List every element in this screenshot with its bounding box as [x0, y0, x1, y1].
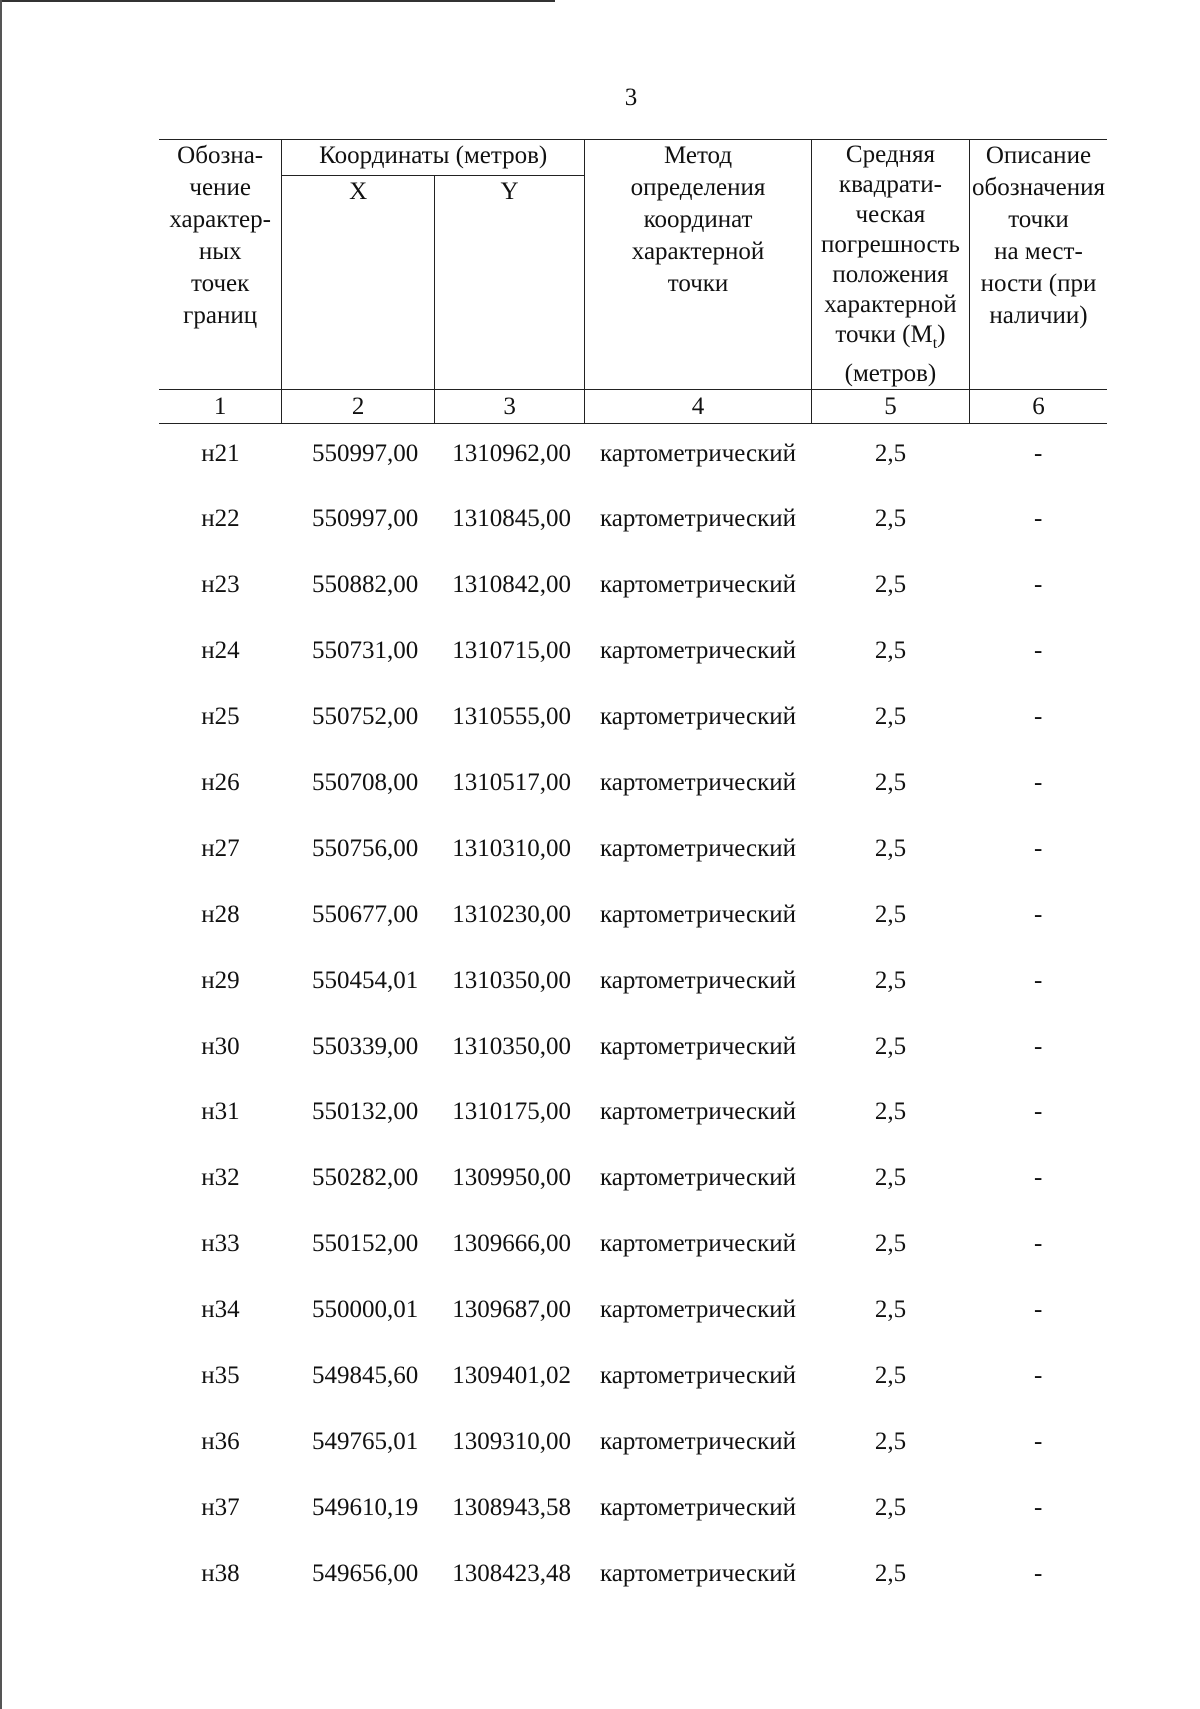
table-body — [159, 424, 1107, 1610]
description-cell: - — [1034, 1230, 1043, 1258]
method-cell: картометрический — [600, 1427, 797, 1455]
point-id-cell: н23 — [201, 571, 240, 599]
point-id-cell: н28 — [201, 900, 240, 928]
point-id-cell: н29 — [201, 966, 240, 994]
point-id-cell: н32 — [201, 1164, 240, 1192]
method-cell: картометрический — [600, 768, 797, 796]
error-cell: 2,5 — [874, 505, 907, 533]
coord-x-cell: 549765,01 — [312, 1427, 419, 1455]
error-cell: 2,5 — [874, 1230, 907, 1258]
point-id-cell: н37 — [201, 1493, 240, 1521]
coord-y-cell: 1309950,00 — [452, 1164, 571, 1192]
method-cell: картометрический — [600, 440, 797, 467]
coord-y-cell: 1308423,48 — [452, 1559, 571, 1587]
page-number: 3 — [624, 84, 638, 111]
column-number: 1 — [159, 390, 282, 424]
point-id-cell: н22 — [201, 505, 240, 533]
point-id-cell: н38 — [201, 1559, 240, 1587]
point-id-cell: н36 — [201, 1427, 240, 1455]
description-cell: - — [1034, 1032, 1043, 1060]
error-cell: 2,5 — [874, 440, 907, 467]
point-id-cell: н21 — [201, 440, 240, 467]
method-cell: картометрический — [600, 1296, 797, 1324]
coord-x-cell: 549656,00 — [312, 1559, 419, 1587]
header-description — [969, 140, 1107, 390]
header-y: Y — [435, 175, 585, 389]
error-cell: 2,5 — [874, 966, 907, 994]
description-cell: - — [1034, 1098, 1043, 1126]
method-cell: картометрический — [600, 1098, 797, 1126]
column-number-row — [159, 390, 1107, 424]
column-number: 2 — [282, 390, 435, 424]
header-designation-text: Обозна- чение характер- ных точек границ — [169, 142, 271, 329]
coord-x-cell: 550000,01 — [312, 1296, 419, 1324]
table-row — [159, 687, 1107, 753]
error-cell: 2,5 — [874, 1296, 907, 1324]
description-cell: - — [1034, 571, 1043, 599]
table-row — [159, 885, 1107, 951]
table-row — [159, 1082, 1107, 1148]
method-cell: картометрический — [600, 1493, 797, 1521]
table-row — [159, 621, 1107, 687]
error-cell: 2,5 — [874, 1361, 907, 1389]
coord-x-cell: 550677,00 — [312, 900, 419, 928]
table-header — [159, 140, 1107, 424]
table-row — [159, 1478, 1107, 1544]
coord-y-cell: 1310350,00 — [452, 966, 571, 994]
coord-y-cell: 1309401,02 — [452, 1361, 571, 1389]
method-cell: картометрический — [600, 1032, 797, 1060]
coord-y-cell: 1310845,00 — [452, 505, 571, 533]
coord-y-cell: 1308943,58 — [452, 1493, 571, 1521]
point-id-cell: н26 — [201, 768, 240, 796]
header-error-subscript: t — [932, 335, 938, 352]
method-cell: картометрический — [600, 1164, 797, 1192]
error-cell: 2,5 — [874, 1032, 907, 1060]
error-cell: 2,5 — [874, 703, 907, 731]
error-cell: 2,5 — [874, 1098, 907, 1126]
coord-x-cell: 550132,00 — [312, 1098, 419, 1126]
method-cell: картометрический — [600, 966, 797, 994]
coord-x-cell: 550752,00 — [312, 703, 419, 731]
point-id-cell: н27 — [201, 834, 240, 862]
table-row — [159, 1148, 1107, 1214]
description-cell: - — [1034, 768, 1043, 796]
table-row — [159, 555, 1107, 621]
coord-y-cell: 1310715,00 — [452, 637, 571, 665]
method-cell: картометрический — [600, 703, 797, 731]
point-id-cell: н35 — [201, 1361, 240, 1389]
method-cell: картометрический — [600, 1559, 797, 1587]
method-cell: картометрический — [600, 1361, 797, 1389]
coord-y-cell: 1310175,00 — [452, 1098, 571, 1126]
description-cell: - — [1034, 834, 1043, 862]
method-cell: картометрический — [600, 637, 797, 665]
column-number: 4 — [585, 390, 812, 424]
point-id-cell: н34 — [201, 1296, 240, 1324]
point-id-cell: н33 — [201, 1230, 240, 1258]
coord-x-cell: 549610,19 — [312, 1493, 419, 1521]
point-id-cell: н31 — [201, 1098, 240, 1126]
error-cell: 2,5 — [874, 1559, 907, 1587]
table-row — [159, 1017, 1107, 1083]
coord-x-cell: 550997,00 — [312, 440, 419, 467]
description-cell: - — [1034, 1493, 1043, 1521]
coord-x-cell: 550997,00 — [312, 505, 419, 533]
coord-y-cell: 1310555,00 — [452, 703, 571, 731]
method-cell: картометрический — [600, 571, 797, 599]
table-row — [159, 489, 1107, 555]
description-cell: - — [1034, 505, 1043, 533]
description-cell: - — [1034, 703, 1043, 731]
coord-x-cell: 550152,00 — [312, 1230, 419, 1258]
coord-x-cell: 550282,00 — [312, 1164, 419, 1192]
method-cell: картометрический — [600, 505, 797, 533]
column-number: 5 — [811, 390, 969, 424]
coord-x-cell: 550882,00 — [312, 571, 419, 599]
description-cell: - — [1034, 1559, 1043, 1587]
coord-y-cell: 1310310,00 — [452, 834, 571, 862]
error-cell: 2,5 — [874, 637, 907, 665]
table-row — [159, 424, 1107, 490]
table-row — [159, 1214, 1107, 1280]
coord-y-cell: 1309666,00 — [452, 1230, 571, 1258]
error-cell: 2,5 — [874, 900, 907, 928]
description-cell: - — [1034, 1296, 1043, 1324]
scan-edge-top — [0, 0, 555, 2]
coord-x-cell: 550731,00 — [312, 637, 419, 665]
coord-y-cell: 1310350,00 — [452, 1032, 571, 1060]
table-row — [159, 1412, 1107, 1478]
description-cell: - — [1034, 1164, 1043, 1192]
header-method — [585, 140, 812, 390]
coord-y-cell: 1310517,00 — [452, 768, 571, 796]
table-row — [159, 1544, 1107, 1610]
table-row — [159, 819, 1107, 885]
coord-x-cell: 550339,00 — [312, 1032, 419, 1060]
coord-y-cell: 1310962,00 — [452, 440, 571, 467]
method-cell: картометрический — [600, 834, 797, 862]
header-coordinates: Координаты (метров) — [282, 140, 585, 176]
description-cell: - — [1034, 966, 1043, 994]
coord-x-cell: 550756,00 — [312, 834, 419, 862]
point-id-cell: н30 — [201, 1032, 240, 1060]
scan-edge-left — [0, 0, 2, 1709]
description-cell: - — [1034, 1427, 1043, 1455]
header-error-unit: ) (метров) — [844, 321, 946, 387]
table-row — [159, 1280, 1107, 1346]
coord-y-cell: 1310842,00 — [452, 571, 571, 599]
coord-y-cell: 1309687,00 — [452, 1296, 571, 1324]
table-row — [159, 753, 1107, 819]
point-id-cell: н24 — [201, 637, 240, 665]
header-description-text: Описание обозначения точки на мест- ности (при наличии) — [971, 142, 1105, 329]
header-x: X — [282, 175, 435, 389]
header-error — [811, 140, 969, 390]
description-cell: - — [1034, 1361, 1043, 1389]
error-cell: 2,5 — [874, 1427, 907, 1455]
description-cell: - — [1034, 637, 1043, 665]
header-method-text: Метод определения координат характерной точки — [630, 142, 766, 297]
point-id-cell: н25 — [201, 703, 240, 731]
coord-x-cell: 550708,00 — [312, 768, 419, 796]
column-number: 3 — [435, 390, 585, 424]
error-cell: 2,5 — [874, 1493, 907, 1521]
coord-x-cell: 550454,01 — [312, 966, 419, 994]
header-designation — [159, 140, 282, 390]
description-cell: - — [1034, 900, 1043, 928]
table-row — [159, 1346, 1107, 1412]
coord-x-cell: 549845,60 — [312, 1361, 419, 1389]
coord-y-cell: 1310230,00 — [452, 900, 571, 928]
error-cell: 2,5 — [874, 571, 907, 599]
error-cell: 2,5 — [874, 834, 907, 862]
coord-y-cell: 1309310,00 — [452, 1427, 571, 1455]
table-row — [159, 951, 1107, 1017]
error-cell: 2,5 — [874, 768, 907, 796]
header-error-text: Средняя квадрати- ческая погрешность положения характерной точки (M — [820, 141, 960, 348]
method-cell: картометрический — [600, 1230, 797, 1258]
column-number: 6 — [969, 390, 1107, 424]
coordinates-table — [159, 139, 1107, 1610]
method-cell: картометрический — [600, 900, 797, 928]
error-cell: 2,5 — [874, 1164, 907, 1192]
description-cell: - — [1034, 440, 1043, 467]
